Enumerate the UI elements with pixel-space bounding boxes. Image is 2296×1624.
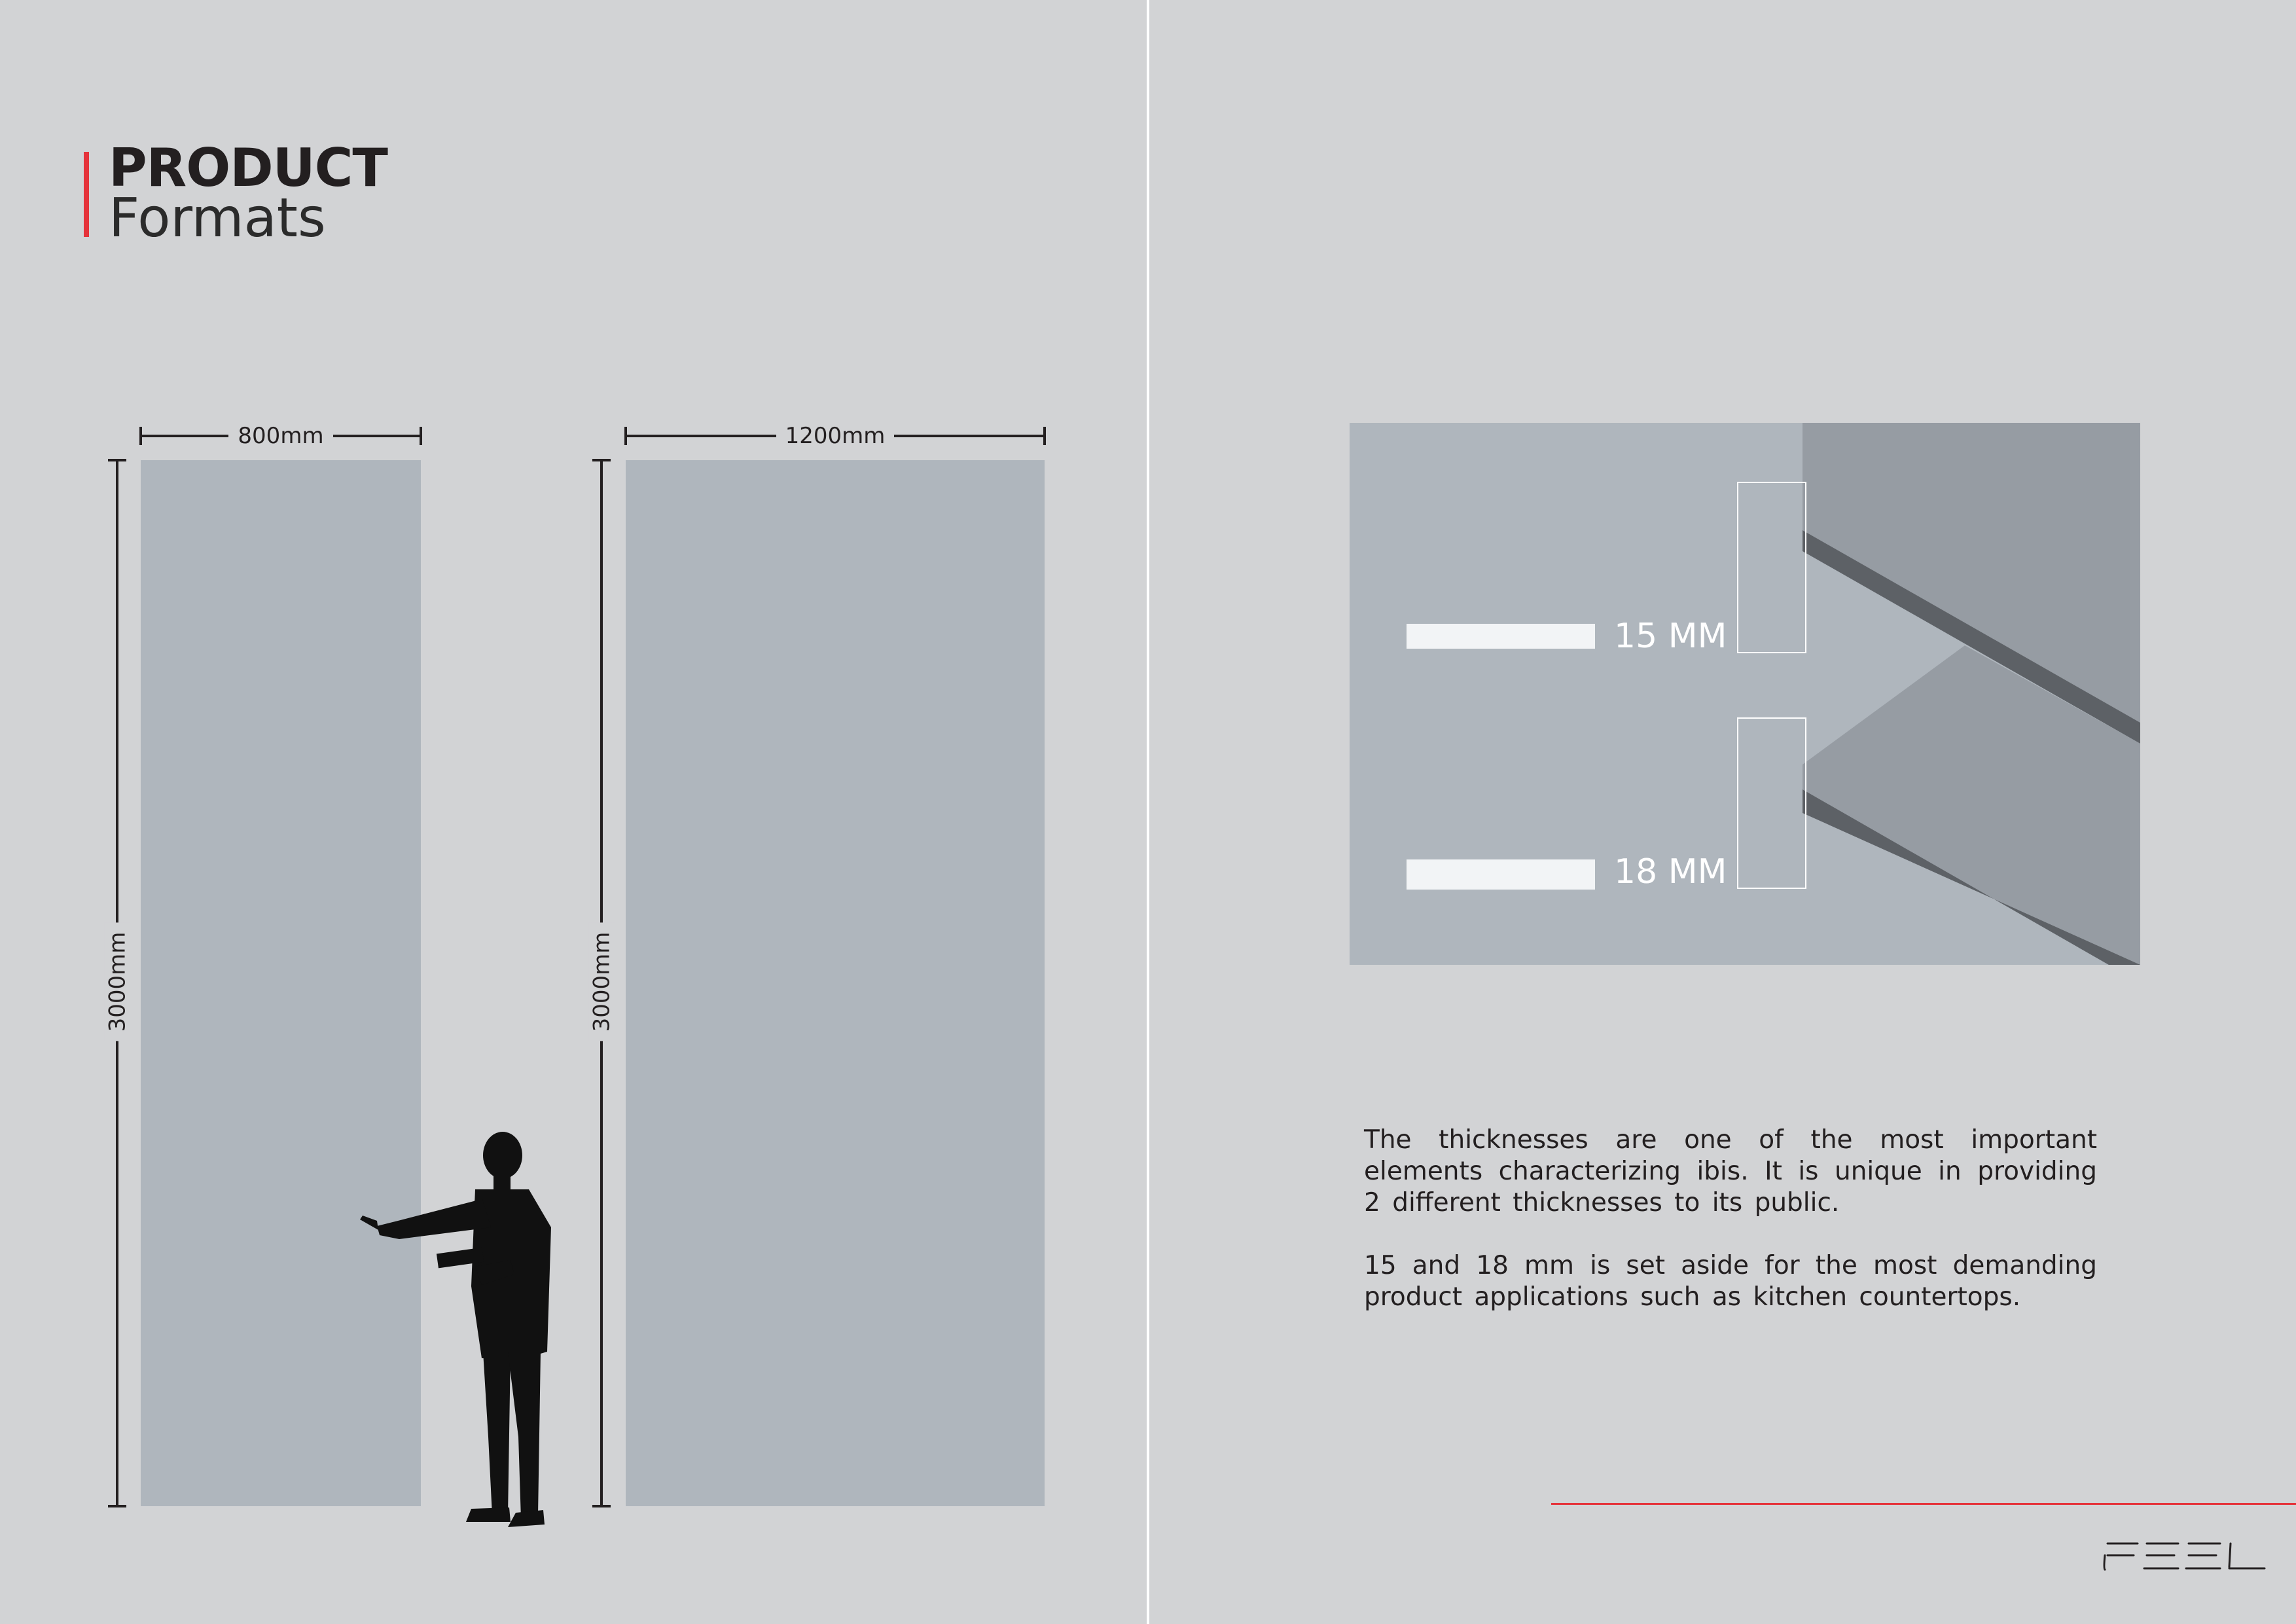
width-label-wrap-800 bbox=[141, 423, 421, 449]
title-accent-bar bbox=[84, 152, 89, 237]
feel-logo bbox=[2101, 1537, 2267, 1575]
height-label-wrap-800 bbox=[19, 931, 215, 1032]
width-label-wrap-1200 bbox=[626, 423, 1045, 449]
height-dimension-tick-top-1200 bbox=[592, 459, 611, 461]
description-paragraph-2: 15 and 18 mm is set aside for the most demanding product applications such as kitchen countertops. bbox=[1364, 1251, 2097, 1312]
footer-accent-line bbox=[1551, 1503, 2296, 1505]
width-label-1200: 1200mm bbox=[776, 423, 895, 449]
height-dimension-tick-bottom-800 bbox=[108, 1505, 126, 1507]
thickness-label-15: 15 MM bbox=[1614, 617, 1727, 656]
height-label-800: 3000mm bbox=[104, 923, 130, 1041]
person-silhouette-icon bbox=[353, 1129, 569, 1528]
slab-edges-illustration bbox=[1350, 423, 2140, 965]
thickness-illustration bbox=[1350, 423, 2140, 965]
thickness-label-18: 18 MM bbox=[1614, 852, 1727, 892]
height-label-1200: 3000mm bbox=[588, 923, 615, 1041]
page-subtitle: Formats bbox=[109, 187, 326, 249]
width-label-800: 800mm bbox=[228, 423, 332, 449]
page-title: PRODUCT bbox=[109, 137, 387, 198]
height-dimension-tick-bottom-1200 bbox=[592, 1505, 611, 1507]
height-label-wrap-1200 bbox=[503, 931, 700, 1032]
height-dimension-tick-top-800 bbox=[108, 459, 126, 461]
description-paragraph-1: The thicknesses are one of the most important elements characterizing ibis. It is unique in providing 2 different thicknesses to its public. bbox=[1364, 1125, 2097, 1218]
description-text bbox=[1364, 1125, 2097, 1344]
page-divider bbox=[1147, 0, 1149, 1624]
